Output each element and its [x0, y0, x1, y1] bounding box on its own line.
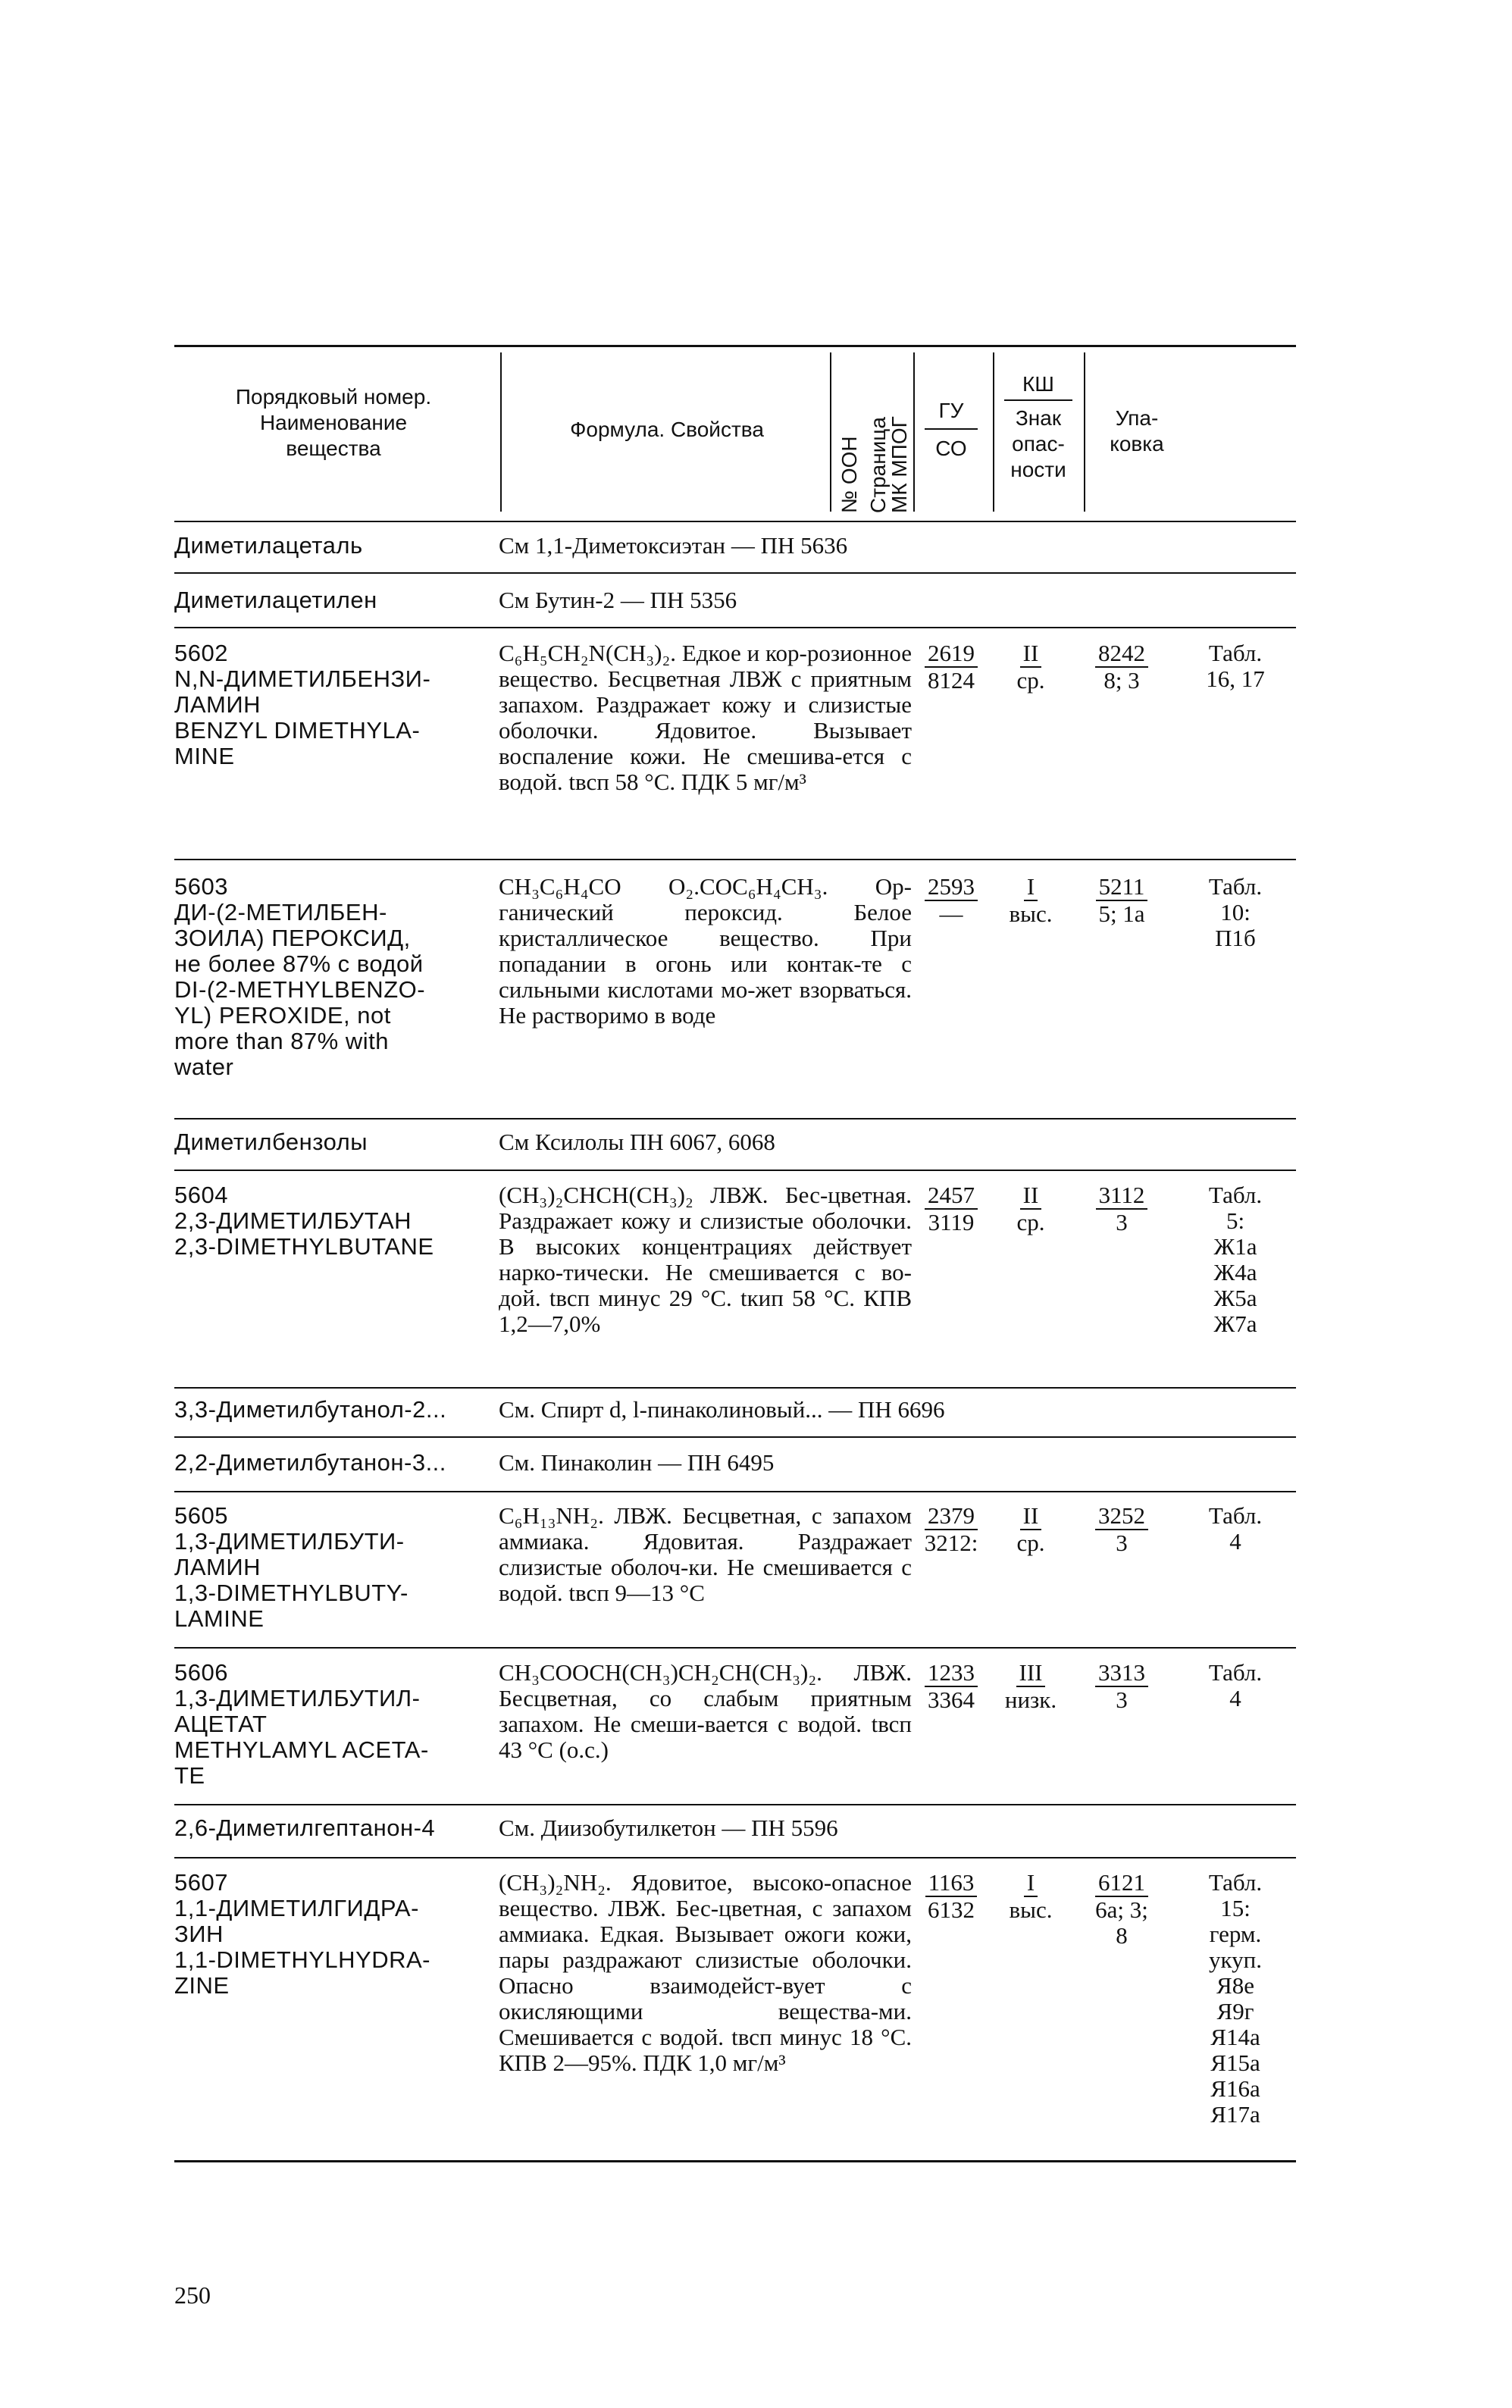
packaging: Табл. 15: герм. укуп. Я8е Я9г Я14а Я15а Я16а Я17а	[1208, 1869, 1263, 2128]
ref-name: 2,6-Диметилгептанон-4	[174, 1815, 436, 1841]
danger-degree: выс.	[1009, 1896, 1053, 1923]
ref-text: См. Диизобутилкетон — ПН 5596	[499, 1815, 838, 1841]
substance-properties: C₆H₅CH₂N(CH₃)₂. Едкое и кор-розионное вещество. Бесцветная ЛВЖ с приятным запахом. Раздражает кожу и слизистые оболочки. Ядовитое. Вызывает воспаление кожи. Не смешива-ется с водой. tвсп 58 °С. ПДК 5 мг/м³	[499, 640, 912, 795]
substance-properties: C₆H₁₃NH₂. ЛВЖ. Бесцветная, с запахом аммиака. Ядовитая. Раздражает слизистые оболоч-ки. Не смешивается с водой. tвсп 9—13 °С	[499, 1502, 912, 1606]
ref-text: См Бутин-2 — ПН 5356	[499, 587, 737, 613]
mk-page: 3119	[928, 1209, 975, 1235]
substance-name: 5606 1,3-ДИМЕТИЛБУТИЛ- АЦЕТАТ METHYLAMYL ACETA- TE	[174, 1659, 429, 1789]
ksh-code: 3313	[1095, 1660, 1148, 1687]
danger-degree: низк.	[1004, 1686, 1057, 1713]
header-divider	[830, 352, 831, 512]
row-rule	[174, 1804, 1296, 1805]
mk-page: 8124	[928, 667, 975, 694]
danger-sign: 8; 3	[1103, 667, 1140, 694]
substance-properties: CH₃COOCH(CH₃)CH₂CH(CH₃)₂. ЛВЖ. Бесцветная, со слабым приятным запахом. Не смеши-вается с водой. tвсп 43 °С (о.с.)	[499, 1659, 912, 1763]
un-number: 1233	[925, 1660, 978, 1687]
header-props: Формула. Свойства	[570, 418, 764, 441]
un-number: 2457	[925, 1182, 978, 1210]
header-co: СО	[935, 437, 967, 460]
danger-sign: 3	[1116, 1686, 1128, 1713]
row-rule	[174, 1118, 1296, 1119]
row-rule	[174, 572, 1296, 574]
danger-sign: 3	[1116, 1209, 1128, 1235]
packaging: Табл. 16, 17	[1206, 640, 1265, 692]
ref-name: Диметилацеталь	[174, 532, 363, 559]
header-gu-fraction-line	[925, 428, 978, 430]
packaging: Табл. 4	[1208, 1502, 1263, 1555]
substance-name: 5607 1,1-ДИМЕТИЛГИДРА- ЗИН 1,1-DIMETHYLHYDRA- ZINE	[174, 1869, 430, 1999]
substance-name: 5604 2,3-ДИМЕТИЛБУТАН 2,3-DIMETHYLBUTANE	[174, 1182, 434, 1260]
header-divider	[1084, 352, 1085, 512]
row-rule	[174, 1857, 1296, 1858]
ref-text: См 1,1-Диметоксиэтан — ПН 5636	[499, 532, 848, 559]
substance-name: 5602 N,N-ДИМЕТИЛБЕНЗИ- ЛАМИН BENZYL DIMETHYLA- MINE	[174, 640, 431, 769]
substance-name: 5603 ДИ-(2-МЕТИЛБЕН- ЗОИЛА) ПЕРОКСИД, не более 87% с водой DI-(2-METHYLBENZO- YL) PEROXIDE, not more than 87% with water	[174, 873, 426, 1080]
mk-page: 3212:	[924, 1530, 978, 1556]
mk-page: 6132	[928, 1896, 975, 1923]
un-number: 1163	[925, 1870, 978, 1897]
row-rule	[174, 627, 1296, 628]
danger-degree: ср.	[1016, 1530, 1045, 1556]
table-top-rule	[174, 345, 1296, 347]
header-ksh-fraction-line	[1004, 399, 1072, 401]
header-sign: Знак опас- ности	[1010, 406, 1066, 481]
ref-name: 2,2-Диметилбутанон-3...	[174, 1449, 446, 1476]
packaging: Табл. 4	[1208, 1659, 1263, 1711]
ksh-code: 3112	[1096, 1182, 1148, 1210]
header-name: Порядковый номер. Наименование вещества	[235, 385, 432, 460]
header-un: № ООН	[837, 436, 861, 513]
mk-page: 3364	[928, 1686, 975, 1713]
danger-degree: ср.	[1016, 1209, 1045, 1235]
danger-degree: ср.	[1016, 667, 1045, 694]
ksh-code: 6121	[1095, 1870, 1148, 1897]
hazard-group: II	[1020, 1182, 1042, 1210]
row-rule	[174, 1647, 1296, 1649]
header-pack: Упа- ковка	[1110, 406, 1164, 456]
header-divider	[993, 352, 994, 512]
ref-name: Диметилацетилен	[174, 587, 377, 613]
substance-properties: (CH₃)₂NH₂. Ядовитое, высоко-опасное вещество. ЛВЖ. Бес-цветная, с запахом аммиака. Едкая. Вызывает ожоги кожи, пары раздражают слизистые оболочки. Опасно взаимодейст-вует с окисляющими вещества-ми. Смешивается с водой. tвсп минус 18 °С. КПВ 2—95%. ПДК 1,0 мг/м³	[499, 1869, 912, 2076]
ref-name: 3,3-Диметилбутанол-2...	[174, 1396, 447, 1423]
ref-name: Диметилбензолы	[174, 1129, 368, 1155]
header-gu: ГУ	[938, 399, 964, 422]
row-rule	[174, 859, 1296, 860]
header-page: Страница МК МПОГ	[866, 416, 911, 513]
hazard-group: II	[1020, 640, 1042, 668]
hazard-group: I	[1024, 1870, 1038, 1897]
header-ksh: КШ	[1022, 372, 1054, 396]
mk-page: —	[939, 900, 963, 927]
substance-name: 5605 1,3-ДИМЕТИЛБУТИ- ЛАМИН 1,3-DIMETHYLBUTY- LAMINE	[174, 1502, 409, 1632]
row-rule	[174, 1491, 1296, 1492]
ksh-code: 5211	[1096, 874, 1148, 901]
hazard-group: II	[1020, 1503, 1042, 1530]
page-number: 250	[174, 2281, 211, 2309]
substance-properties: CH₃C₆H₄CO O₂.COC₆H₄CH₃. Ор-ганический пероксид. Белое кристаллическое вещество. При попадании в огонь или контак-те с сильными кислотами мо-жет взорваться. Не растворимо в воде	[499, 873, 912, 1029]
header-divider	[913, 352, 915, 512]
ksh-code: 8242	[1095, 640, 1148, 668]
substance-properties: (CH₃)₂CHCH(CH₃)₂ ЛВЖ. Бес-цветная. Раздражает кожу и слизистые оболочки. В высоких концентрациях действует нарко-тически. Не смешивается с во-дой. tвсп минус 29 °С. tкип 58 °С. КПВ 1,2—7,0%	[499, 1182, 912, 1337]
packaging: Табл. 10: П1б	[1208, 873, 1263, 951]
un-number: 2379	[925, 1503, 978, 1530]
un-number: 2593	[925, 874, 978, 901]
danger-sign: 6а; 3; 8	[1095, 1896, 1148, 1949]
row-rule	[174, 1387, 1296, 1389]
danger-sign: 3	[1116, 1530, 1128, 1556]
row-rule	[174, 1170, 1296, 1171]
hazard-group: III	[1016, 1660, 1046, 1687]
table-bottom-rule	[174, 2160, 1296, 2162]
ref-text: См. Пинаколин — ПН 6495	[499, 1449, 775, 1476]
danger-sign: 5; 1а	[1098, 900, 1145, 927]
packaging: Табл. 5: Ж1а Ж4а Ж5а Ж7а	[1208, 1182, 1263, 1337]
ref-text: См. Спирт d, l-пинаколиновый... — ПН 6696	[499, 1396, 945, 1423]
ksh-code: 3252	[1095, 1503, 1148, 1530]
header-bottom-rule	[174, 521, 1296, 522]
row-rule	[174, 1436, 1296, 1438]
un-number: 2619	[925, 640, 978, 668]
hazard-group: I	[1024, 874, 1038, 901]
danger-degree: выс.	[1009, 900, 1053, 927]
ref-text: См Ксилолы ПН 6067, 6068	[499, 1129, 775, 1155]
header-divider	[500, 352, 502, 512]
